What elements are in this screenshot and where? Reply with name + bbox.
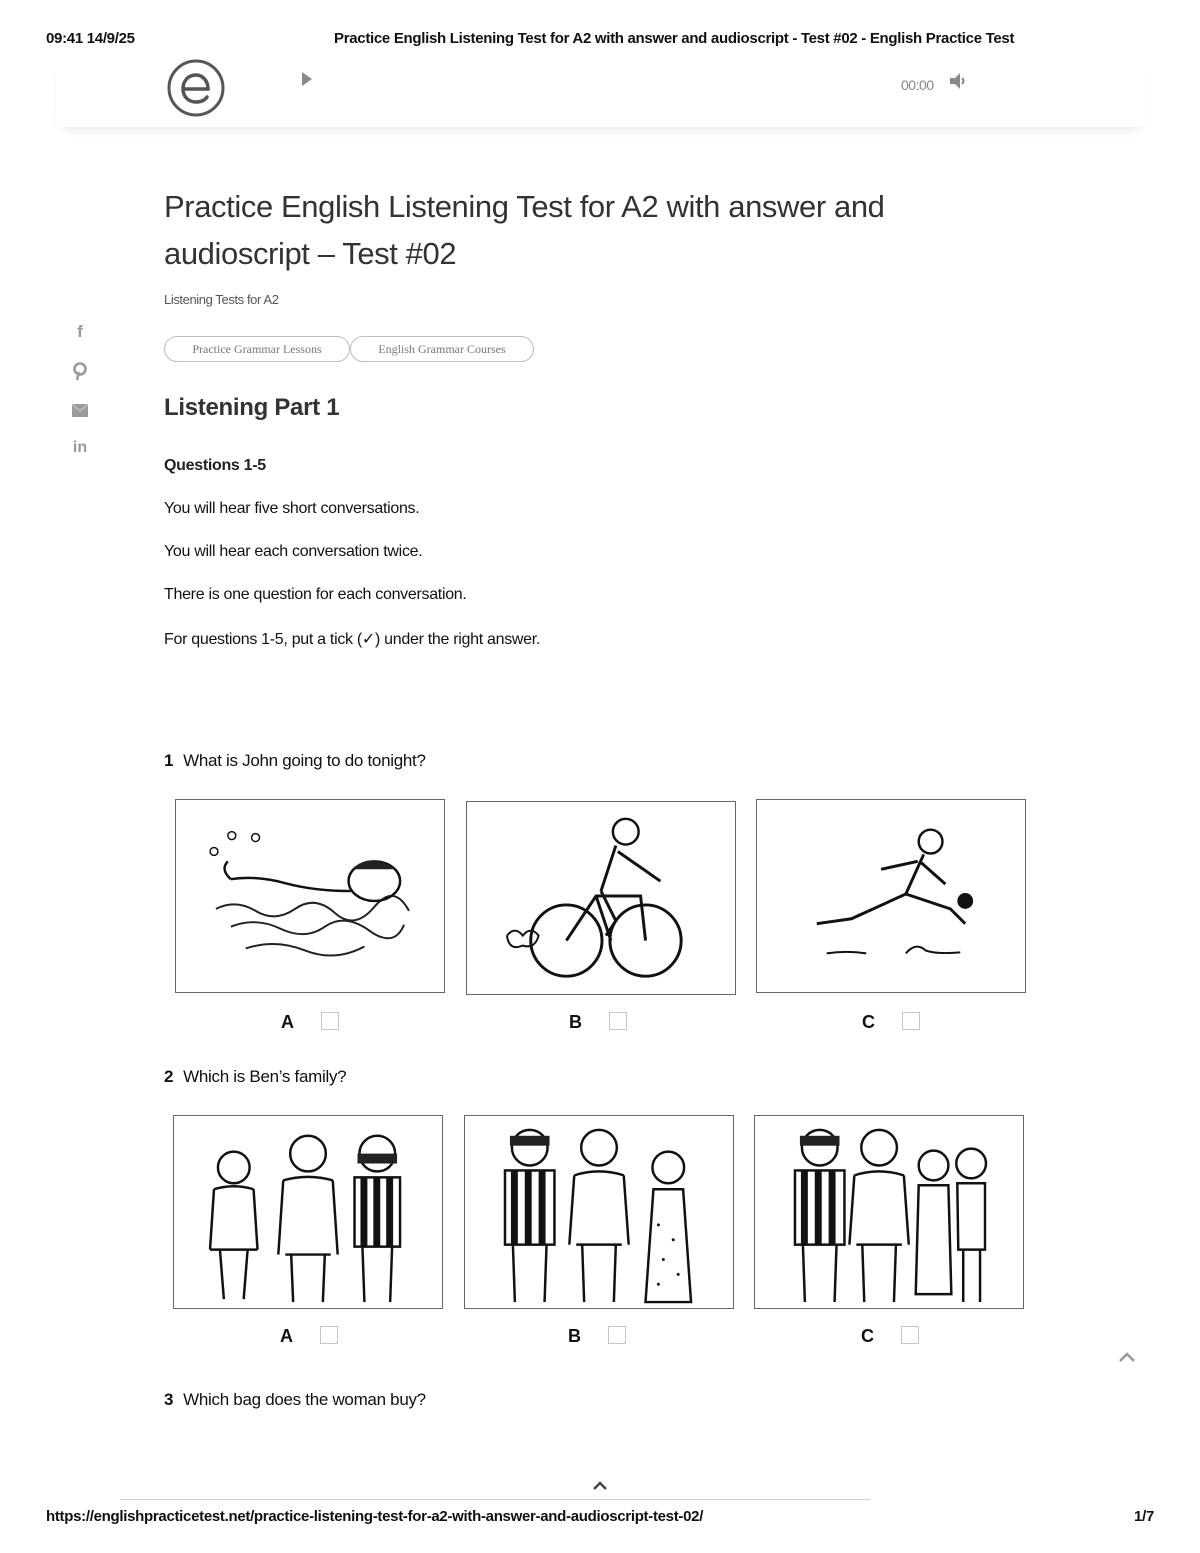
print-footer — [46, 1508, 1154, 1528]
pinterest-icon[interactable] — [70, 361, 90, 381]
instruction-text: There is one question for each conversation. — [164, 586, 467, 603]
chevron-up-icon[interactable] — [591, 1478, 609, 1490]
option-image-family-b — [464, 1115, 734, 1309]
site-header — [56, 55, 1146, 127]
answer-checkbox-1a[interactable] — [321, 1012, 339, 1030]
divider — [120, 1499, 870, 1500]
instruction-text: You will hear five short conversations. — [164, 500, 420, 517]
section-heading: Listening Part 1 — [164, 394, 340, 421]
instruction-text: You will hear each conversation twice. — [164, 543, 423, 560]
option-image-family-a — [173, 1115, 443, 1309]
answer-checkbox-1c[interactable] — [902, 1012, 920, 1030]
question-text: Which is Ben’s family? — [183, 1067, 347, 1086]
category-link[interactable]: Listening Tests for A2 — [164, 292, 279, 307]
print-url: https://englishpracticetest.net/practice-listening-test-for-a2-with-answer-and-audioscript-test-02/ — [46, 1508, 704, 1525]
question-text: What is John going to do tonight? — [183, 751, 426, 770]
question-3 — [164, 1390, 426, 1410]
option-image-cycling — [466, 801, 736, 995]
answer-checkbox-1b[interactable] — [609, 1012, 627, 1030]
question-text: Which bag does the woman buy? — [183, 1390, 426, 1409]
question-number: 2 — [164, 1067, 174, 1086]
tag-practice-grammar-lessons[interactable]: Practice Grammar Lessons — [164, 336, 350, 362]
option-label-2a: A — [280, 1326, 293, 1346]
question-1 — [164, 751, 426, 771]
chevron-up-icon[interactable] — [1118, 1350, 1136, 1362]
email-icon[interactable] — [70, 400, 90, 420]
question-2 — [164, 1067, 346, 1087]
tag-english-grammar-courses[interactable]: English Grammar Courses — [350, 336, 534, 362]
option-image-swimming — [175, 799, 445, 993]
questions-heading: Questions 1-5 — [164, 457, 266, 474]
e-circle-logo-icon[interactable] — [166, 58, 226, 118]
facebook-icon[interactable]: f — [77, 322, 83, 341]
answer-checkbox-2a[interactable] — [320, 1326, 338, 1344]
page-title: Practice English Listening Test for A2 with answer and audioscript – Test #02 — [164, 189, 885, 271]
option-image-football — [756, 799, 1026, 993]
question-number: 1 — [164, 751, 174, 770]
option-label-2b: B — [568, 1326, 581, 1346]
option-image-family-c — [754, 1115, 1024, 1309]
option-label-1c: C — [862, 1012, 875, 1032]
print-page-number: 1/7 — [1134, 1508, 1154, 1525]
print-header — [46, 30, 1154, 50]
audio-time: 00:00 — [901, 77, 934, 93]
answer-checkbox-2c[interactable] — [901, 1326, 919, 1344]
question-number: 3 — [164, 1390, 174, 1409]
play-icon[interactable] — [300, 70, 314, 88]
print-datetime: 09:41 14/9/25 — [46, 30, 135, 47]
option-label-2c: C — [861, 1326, 874, 1346]
answer-checkbox-2b[interactable] — [608, 1326, 626, 1344]
volume-icon[interactable] — [948, 71, 968, 91]
option-label-1b: B — [569, 1012, 582, 1032]
instruction-text: For questions 1-5, put a tick (✓) under the right answer. — [164, 631, 541, 648]
print-page-title: Practice English Listening Test for A2 with answer and audioscript - Test #02 - English Practice Test — [334, 30, 1015, 47]
option-label-1a: A — [281, 1012, 294, 1032]
linkedin-icon[interactable]: in — [72, 439, 88, 456]
